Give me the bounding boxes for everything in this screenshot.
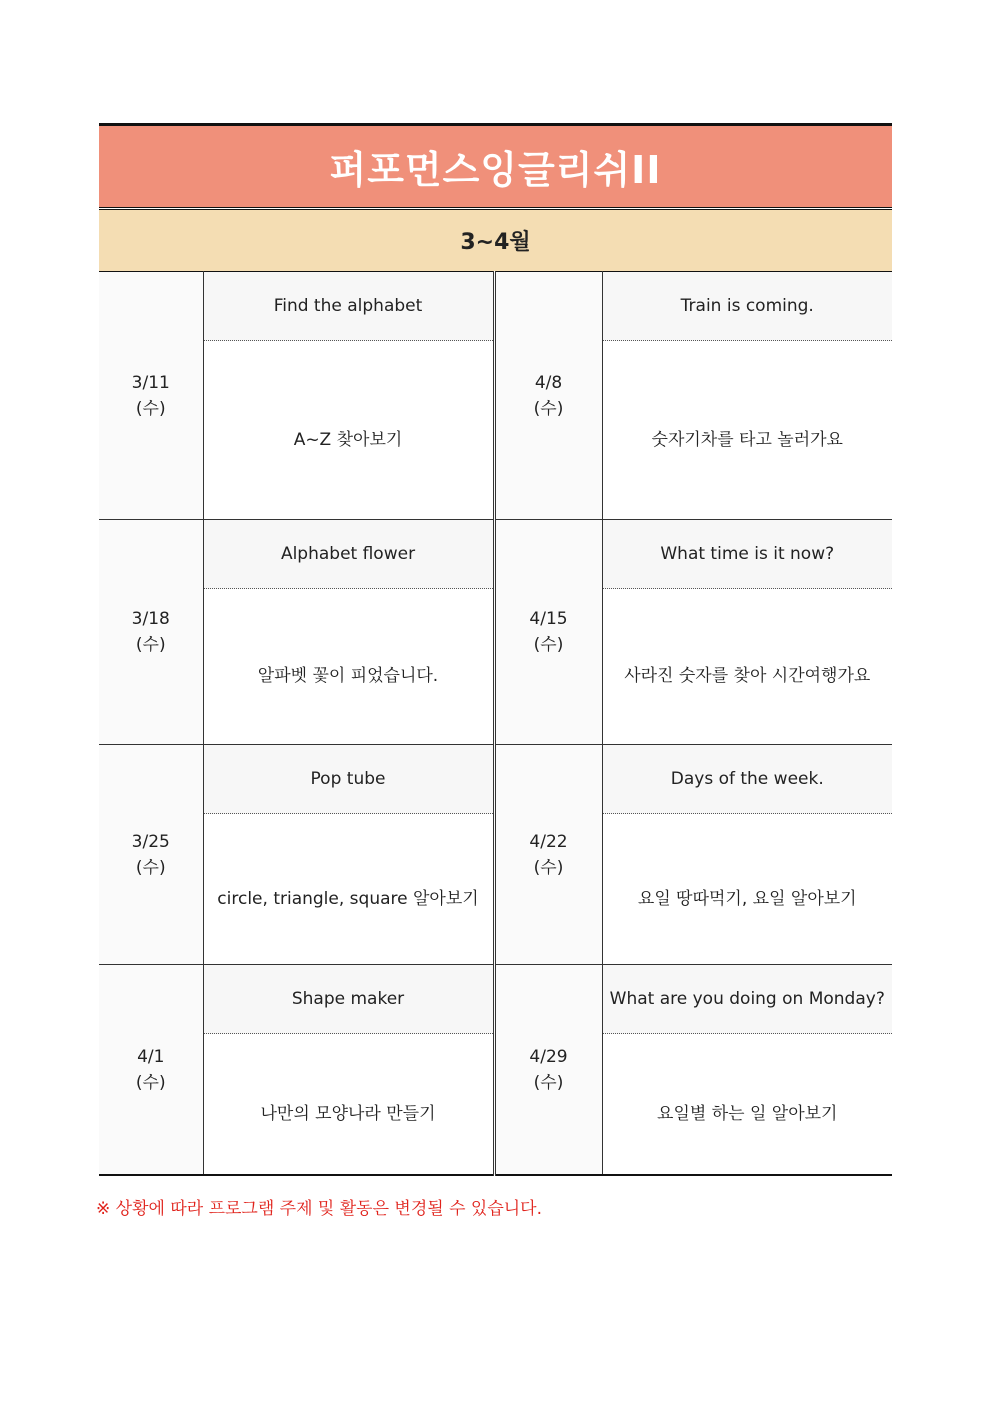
date: 4/15 xyxy=(529,609,568,629)
activity-text: 나만의 모양나라 만들기 xyxy=(260,1103,436,1124)
weekday: (수) xyxy=(135,857,166,878)
date-cell xyxy=(99,745,203,965)
date: 3/11 xyxy=(131,372,170,393)
date-cell xyxy=(99,520,203,745)
weekday: (수) xyxy=(533,398,564,419)
table-row xyxy=(99,965,892,1034)
table-row xyxy=(99,745,892,814)
weekday: (수) xyxy=(135,1072,166,1093)
page-title: 퍼포먼스잉글리쉬II xyxy=(329,148,662,192)
date-cell xyxy=(494,272,602,520)
topic-cell: Alphabet flower xyxy=(203,520,494,589)
topic-cell: Shape maker xyxy=(203,965,494,1034)
date: 3/25 xyxy=(131,831,170,852)
date-cell xyxy=(494,520,602,745)
date: 4/29 xyxy=(529,1046,568,1067)
weekday: (수) xyxy=(533,635,564,655)
table-row xyxy=(99,272,892,341)
activity-text: 사라진 숫자를 찾아 시간여행가요 xyxy=(624,666,871,686)
activity-cell xyxy=(602,589,892,745)
activity-text: 요일 땅따먹기, 요일 알아보기 xyxy=(637,888,857,909)
weekday: (수) xyxy=(135,635,166,655)
topic-cell: Find the alphabet xyxy=(203,272,494,341)
activity-cell xyxy=(203,1034,494,1176)
activity-text: 요일별 하는 일 알아보기 xyxy=(657,1103,838,1124)
date: 4/8 xyxy=(534,372,563,393)
date-cell xyxy=(99,272,203,520)
weekday: (수) xyxy=(533,857,564,878)
topic-cell: Train is coming. xyxy=(602,272,892,341)
activity-cell xyxy=(602,814,892,965)
topic-cell: What are you doing on Monday? xyxy=(602,965,892,1034)
activity-text: circle, triangle, square 알아보기 xyxy=(217,888,479,909)
activity-text: A~Z 찾아보기 xyxy=(293,429,403,450)
activity-cell xyxy=(203,341,494,520)
topic-cell: Days of the week. xyxy=(602,745,892,814)
activity-text: 알파벳 꽃이 피었습니다. xyxy=(257,666,439,686)
activity-cell xyxy=(602,341,892,520)
topic-cell: Pop tube xyxy=(203,745,494,814)
date: 3/18 xyxy=(131,609,170,629)
schedule-sheet xyxy=(99,123,892,1176)
activity-cell xyxy=(602,1034,892,1176)
topic-cell: What time is it now? xyxy=(602,520,892,589)
activity-cell xyxy=(203,589,494,745)
schedule-table xyxy=(99,271,892,1176)
date-cell xyxy=(99,965,203,1176)
activity-text: 숫자기차를 타고 놀러가요 xyxy=(651,429,843,450)
date: 4/22 xyxy=(529,831,568,852)
title-bar xyxy=(99,123,892,207)
date: 4/1 xyxy=(137,1046,165,1067)
weekday: (수) xyxy=(135,398,166,419)
table-row xyxy=(99,520,892,589)
month-header: 3~4월 xyxy=(99,210,892,271)
notice-text: ※ 상황에 따라 프로그램 주제 및 활동은 변경될 수 있습니다. xyxy=(96,1199,542,1219)
date-cell xyxy=(494,965,602,1176)
weekday: (수) xyxy=(533,1072,564,1093)
date-cell xyxy=(494,745,602,965)
activity-cell xyxy=(203,814,494,965)
